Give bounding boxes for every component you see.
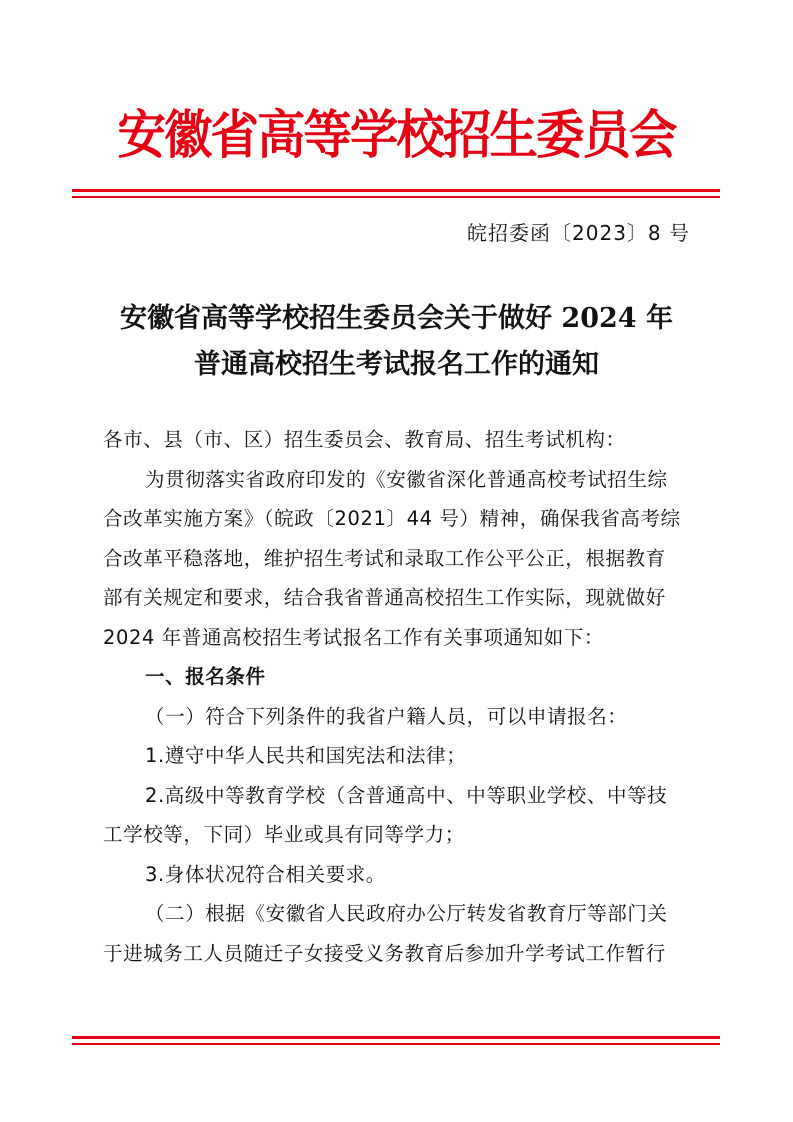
organization-letterhead-title: 安徽省高等学校招生委员会 xyxy=(117,105,676,166)
notice-title-line-2: 普通高校招生考试报名工作的通知 xyxy=(194,349,599,380)
body-line: 为贯彻落实省政府印发的《安徽省深化普通高校考试招生综 xyxy=(145,467,668,491)
notice-title-line-1: 安徽省高等学校招生委员会关于做好 2024 年 xyxy=(120,303,673,334)
body-line: （一）符合下列条件的我省户籍人员，可以申请报名： xyxy=(145,704,628,728)
body-line: 部有关规定和要求，结合我省普通高校招生工作实际，现就做好 xyxy=(103,586,666,609)
footer-rule-thick xyxy=(72,1036,720,1039)
body-line: 1.遵守中华人民共和国宪法和法律； xyxy=(145,744,467,767)
body-line: 合改革平稳落地，维护招生考试和录取工作公平公正，根据教育 xyxy=(103,546,666,570)
notice-body xyxy=(103,420,691,973)
header-rule-thin xyxy=(72,196,720,198)
body-line: 工学校等，下同）毕业或具有同等学力； xyxy=(103,823,465,846)
section-heading: 一、报名条件 xyxy=(145,665,266,688)
body-line: 2.高级中等教育学校（含普通高中、中等职业学校、中等技 xyxy=(145,783,668,807)
body-line: 2024 年普通高校招生考试报名工作有关事项通知如下： xyxy=(103,625,605,649)
body-line: （二）根据《安徽省人民政府办公厅转发省教育厅等部门关 xyxy=(145,902,668,925)
header-rule-thick xyxy=(72,189,720,192)
body-line: 合改革实施方案》（皖政〔2021〕44 号）精神，确保我省高考综 xyxy=(103,507,681,530)
body-line: 3.身体状况符合相关要求。 xyxy=(145,862,386,886)
document-number: 皖招委函〔2023〕8 号 xyxy=(467,221,690,245)
notice-title xyxy=(60,296,733,388)
footer-rule-thin xyxy=(72,1043,720,1045)
salutation-line: 各市、县（市、区）招生委员会、教育局、招生考试机构： xyxy=(103,428,626,451)
body-line: 于进城务工人员随迁子女接受义务教育后参加升学考试工作暂行 xyxy=(103,941,666,965)
